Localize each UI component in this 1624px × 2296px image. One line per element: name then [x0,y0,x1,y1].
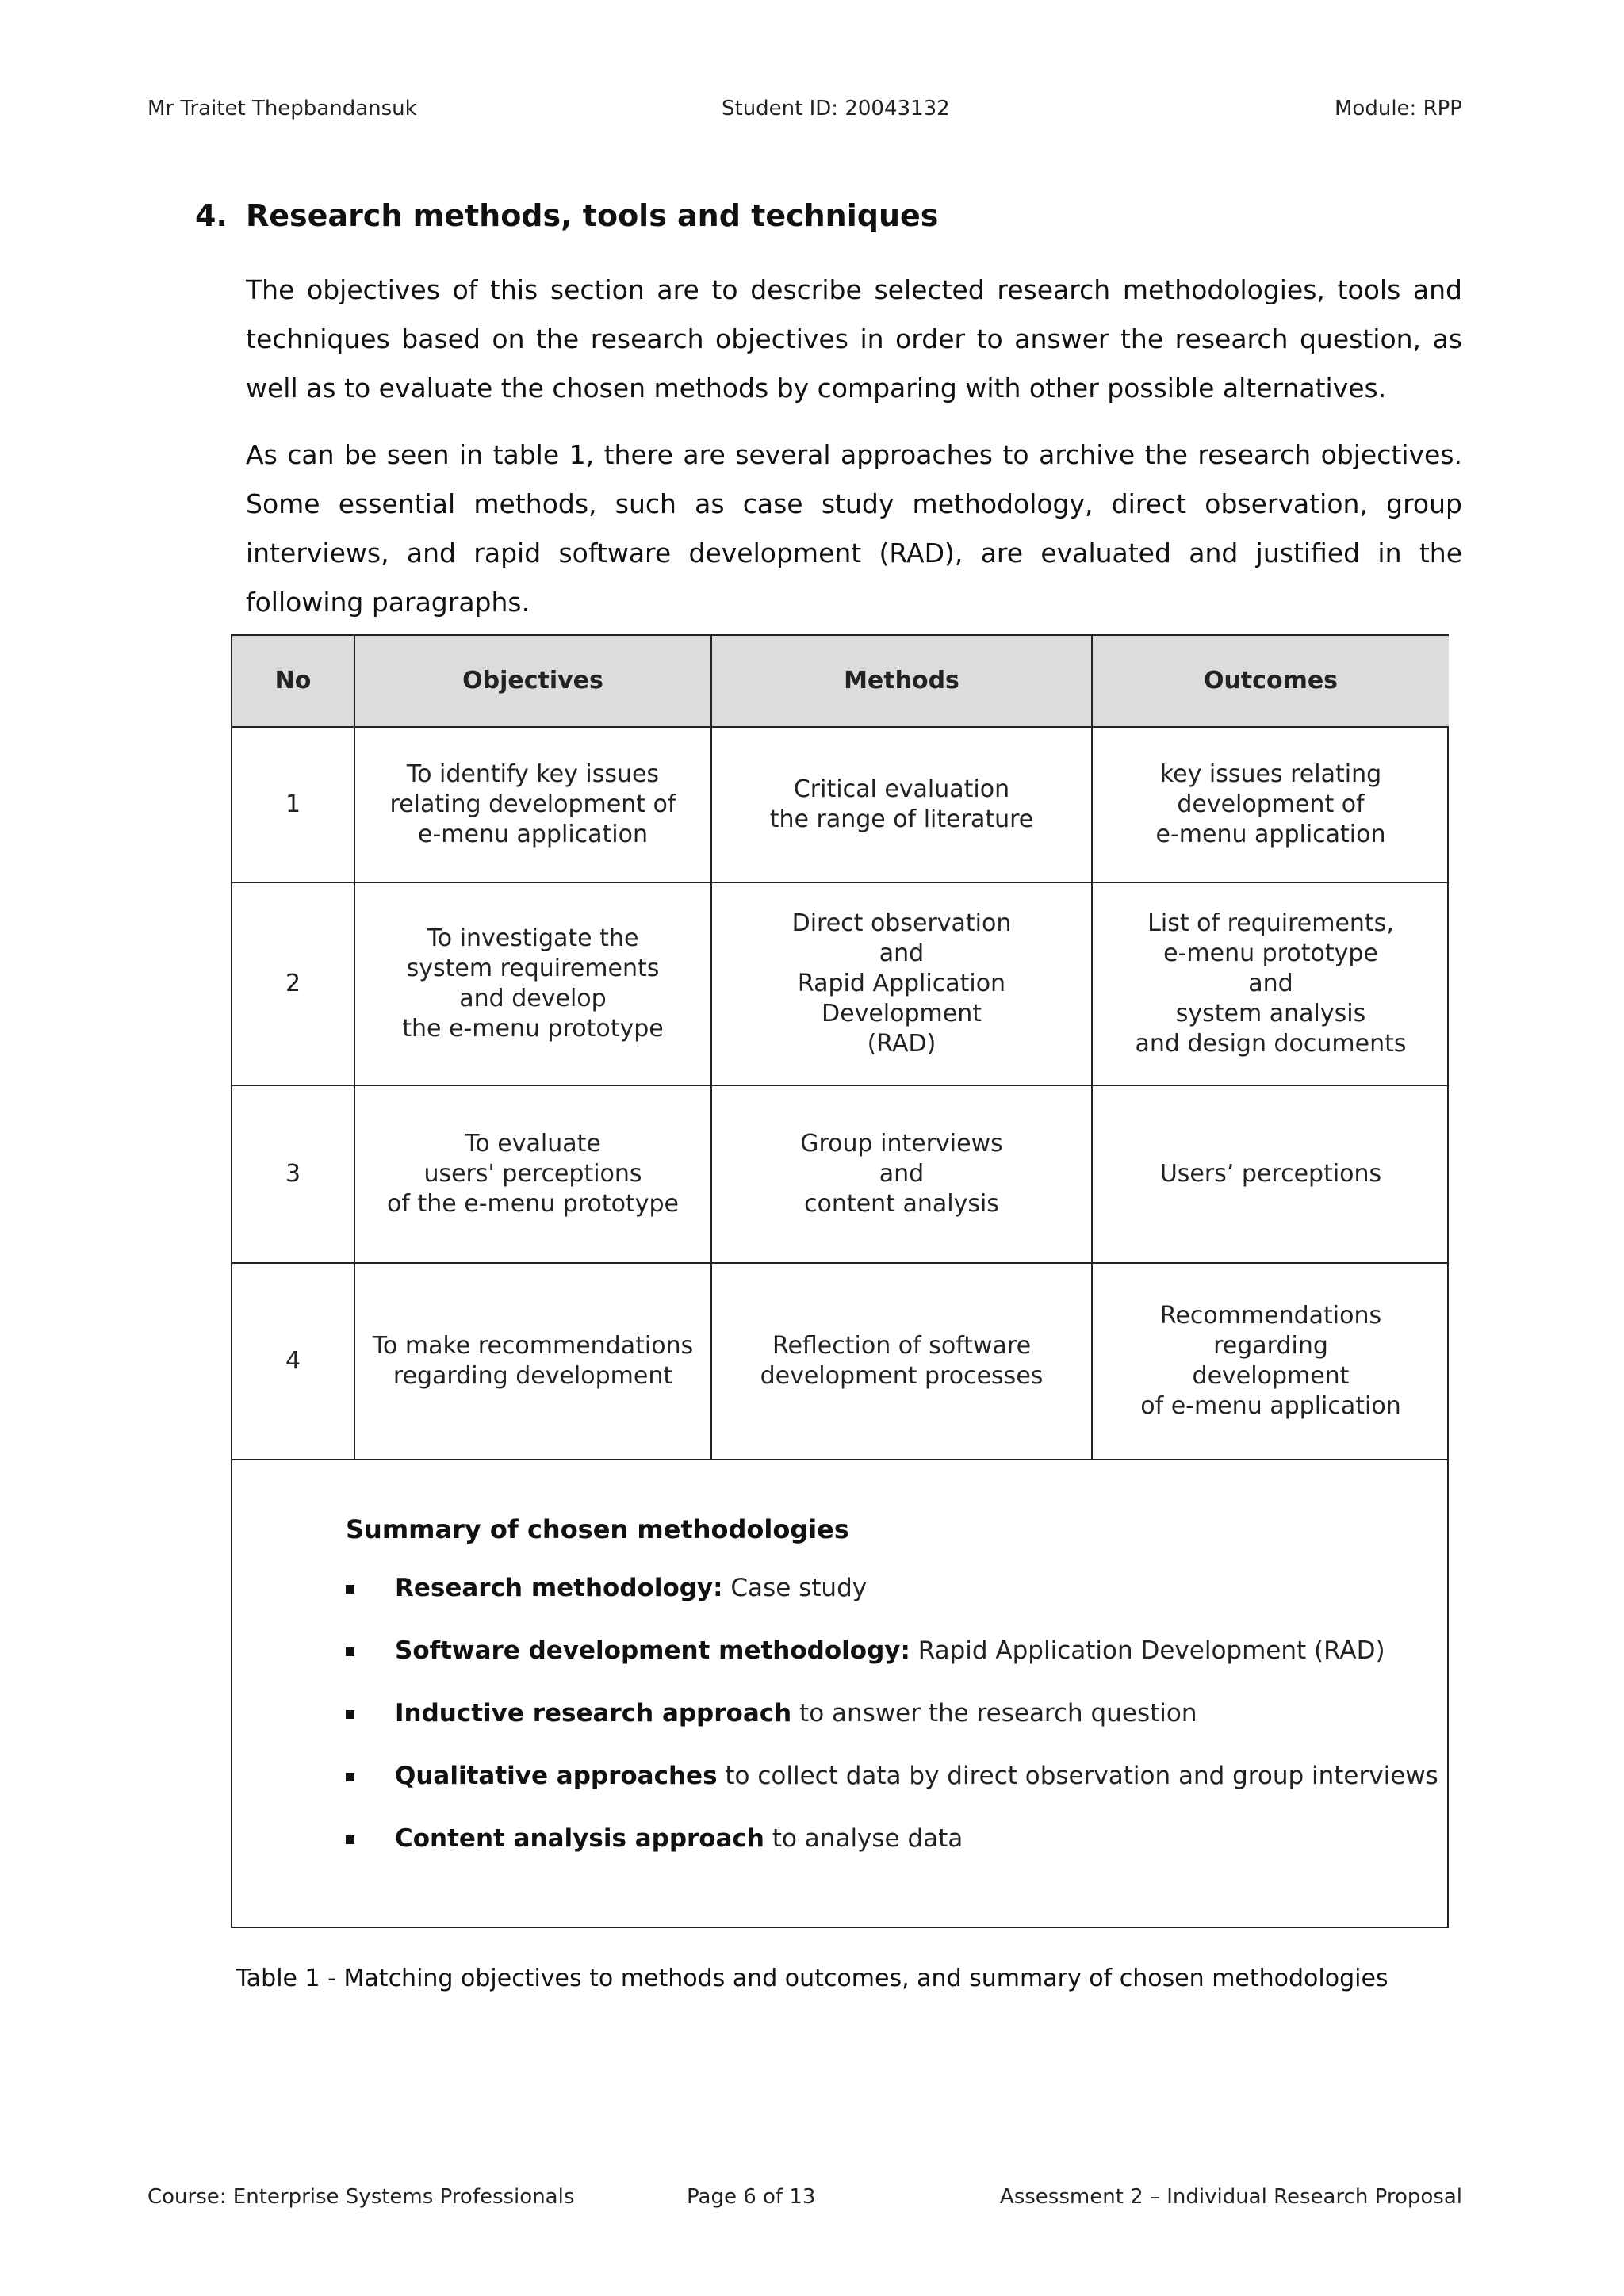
header-objectives: Objectives [354,636,711,727]
summary-item-text: to answer the research question [791,1699,1197,1728]
cell-line: Group interviews [800,1130,1003,1158]
cell-line: system requirements [406,955,660,982]
cell-line: and [879,939,925,967]
cell-line: Recommendations regarding [1159,1302,1382,1360]
table-header-row [232,636,1449,727]
cell-line: development processes [760,1362,1044,1390]
cell-line: of the e-menu prototype [387,1190,679,1218]
section-number: 4. [195,198,228,233]
outcomes-cell [1092,1263,1449,1460]
cell-line: Rapid Application Development [797,970,1006,1027]
cell-line: Direct observation [791,909,1012,937]
summary-box [232,1459,1447,1928]
cell-line: To identify key issues [406,760,660,788]
bullet-icon [346,1710,354,1719]
bullet-icon [346,1647,354,1656]
cell-line: relating development of [389,790,676,818]
summary-item-label: Research methodology: [395,1574,723,1602]
cell-line: Reflection of software [772,1332,1032,1360]
footer-page-number: Page 6 of 13 [687,2185,816,2209]
cell-line: of e-menu application [1140,1392,1401,1420]
summary-item-text: Case study [722,1574,868,1602]
cell-line: and design documents [1135,1030,1407,1058]
objectives-cell [354,727,711,882]
table-row [232,1263,1449,1460]
cell-line: development [1192,1362,1350,1390]
summary-title: Summary of chosen methodologies [346,1514,849,1544]
summary-item [346,1762,1438,1824]
bullet-icon [346,1835,354,1844]
cell-line: Critical evaluation [793,775,1010,803]
objectives-cell [354,1085,711,1263]
summary-item-text: to collect data by direct observation and group interviews [717,1762,1438,1790]
cell-line: Users’ perceptions [1159,1160,1382,1188]
header-author: Mr Traitet Thepbandansuk [147,97,417,121]
cell-line: e-menu application [1155,821,1386,848]
outcomes-cell [1092,882,1449,1085]
cell-line: key issues relating [1159,760,1382,788]
cell-line: and [1248,970,1293,997]
methods-cell [711,882,1092,1085]
row-number: 3 [232,1085,354,1263]
cell-line: (RAD) [867,1030,936,1058]
cell-line: e-menu application [417,821,648,848]
cell-line: the e-menu prototype [402,1015,664,1043]
table-figure [231,634,1449,1928]
summary-list [346,1574,1438,1887]
header-student-id: Student ID: 20043132 [722,97,950,121]
header-no: No [232,636,354,727]
cell-line: List of requirements, [1147,909,1394,937]
table-row [232,882,1449,1085]
cell-line: regarding development [393,1362,673,1390]
methods-cell [711,727,1092,882]
objectives-cell [354,882,711,1085]
header-outcomes: Outcomes [1092,636,1449,727]
outcomes-cell [1092,1085,1449,1263]
summary-item-label: Qualitative approaches [395,1762,718,1790]
row-number: 2 [232,882,354,1085]
summary-item-label: Software development methodology: [395,1636,910,1665]
methods-cell [711,1085,1092,1263]
summary-item-text: Rapid Application Development (RAD) [910,1636,1385,1665]
bullet-icon [346,1585,354,1594]
table-row [232,1085,1449,1263]
paragraph-1: The objectives of this section are to describe selected research methodologies, tools and techniques based on the research objectives in order to answer the research question, as well as to evaluate the chosen methods by comparing with other possible alternatives. [246,274,1462,404]
cell-line: To make recommendations [372,1332,694,1360]
objectives-table [232,636,1449,1460]
bullet-icon [346,1773,354,1781]
row-number: 1 [232,727,354,882]
header-methods: Methods [711,636,1092,727]
summary-item [346,1824,1438,1887]
section-title: Research methods, tools and techniques [246,198,939,233]
cell-line: content analysis [804,1190,999,1218]
paragraph-2: As can be seen in table 1, there are several approaches to archive the research objectives. Some essential methods, such as case study methodology, direct observation, group interviews, and rapid software development (RAD), are evaluated and justified in the following paragraphs. [246,439,1462,618]
cell-line: e-menu prototype [1163,939,1378,967]
row-number: 4 [232,1263,354,1460]
cell-line: To investigate the [427,924,639,952]
summary-item [346,1699,1438,1762]
summary-item-text: to analyse data [764,1824,963,1853]
table-caption: Table 1 - Matching objectives to methods and outcomes, and summary of chosen methodologies [236,1965,1388,1992]
header-module: Module: RPP [1335,97,1462,121]
cell-line: development of [1177,790,1365,818]
cell-line: and [879,1160,925,1188]
cell-line: users' perceptions [423,1160,642,1188]
footer-course: Course: Enterprise Systems Professionals [147,2185,575,2209]
objectives-cell [354,1263,711,1460]
methods-cell [711,1263,1092,1460]
cell-line: To evaluate [465,1130,601,1158]
footer-assessment: Assessment 2 – Individual Research Proposal [999,2185,1462,2209]
summary-item [346,1636,1438,1699]
cell-line: and develop [459,985,607,1012]
cell-line: the range of literature [769,806,1034,833]
table-row [232,727,1449,882]
cell-line: system analysis [1175,1000,1366,1027]
summary-item-label: Content analysis approach [395,1824,764,1853]
summary-item-label: Inductive research approach [395,1699,792,1728]
section-heading [195,198,938,233]
outcomes-cell [1092,727,1449,882]
summary-item [346,1574,1438,1636]
